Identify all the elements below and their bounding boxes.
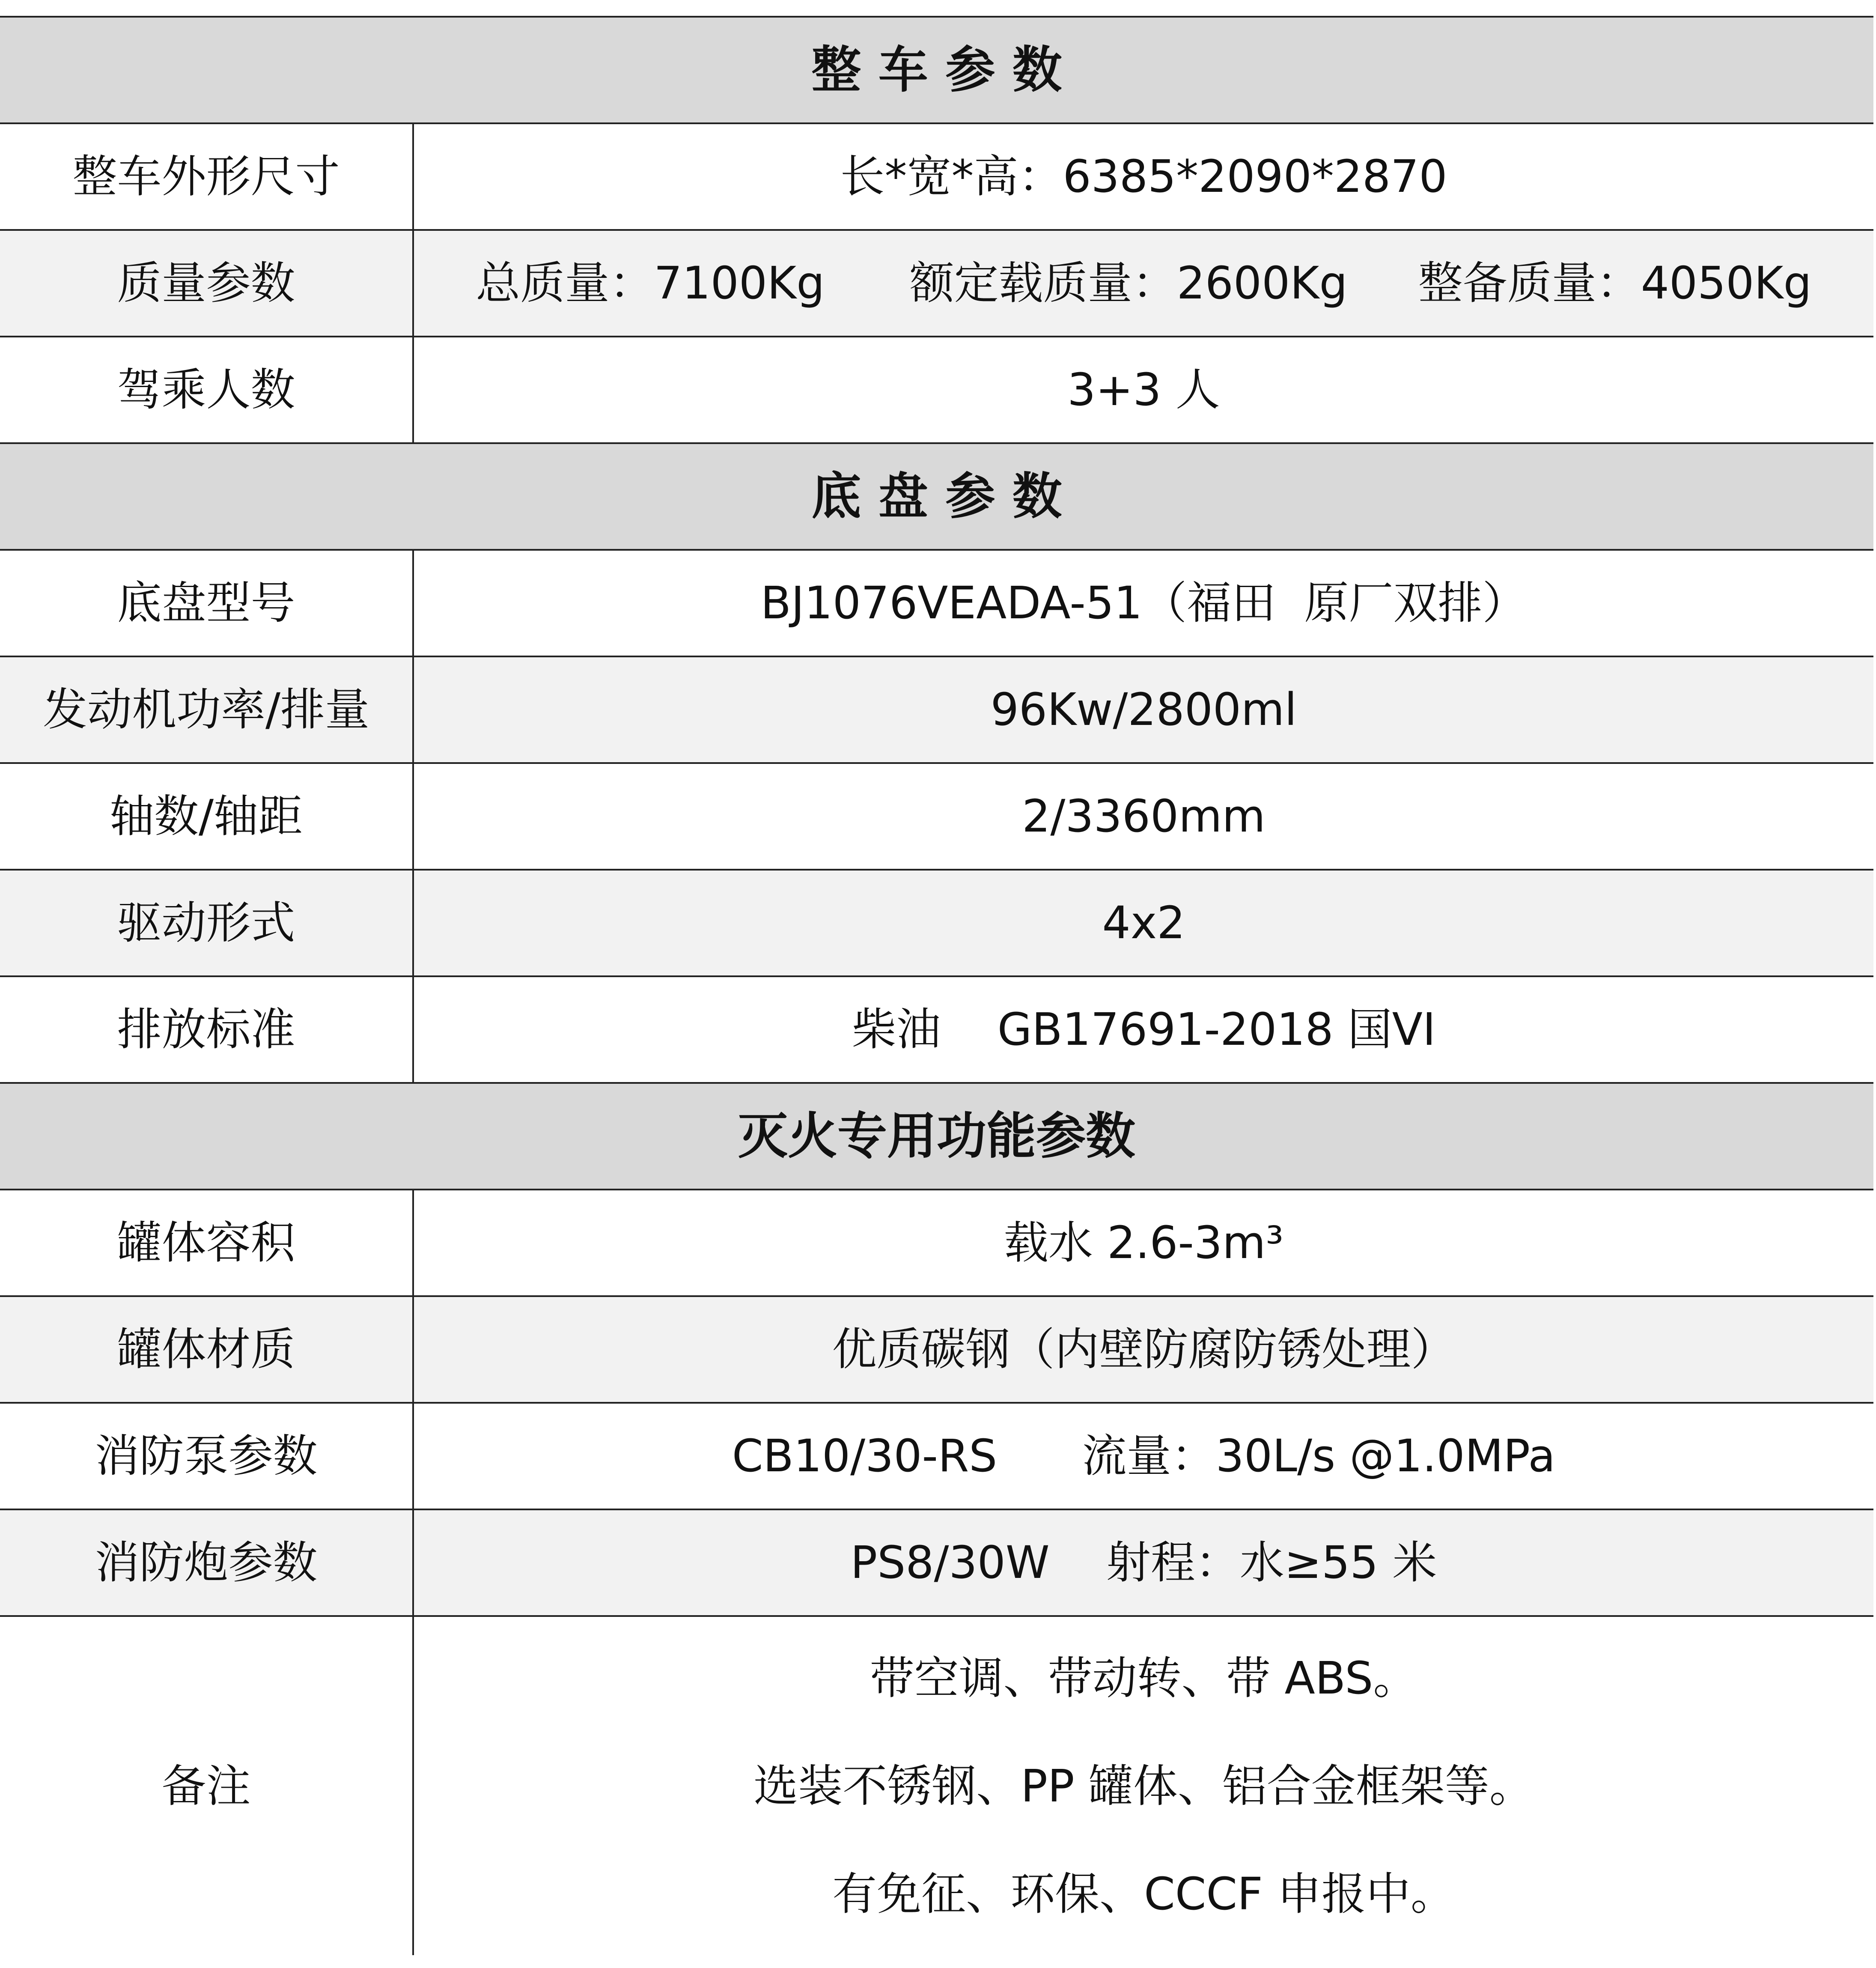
row-value-tank-material: 优质碳钢（内壁防腐防锈处理） [413,1296,1873,1403]
table-row-tank-material [0,1296,1873,1403]
row-label-occupants: 驾乘人数 [0,337,413,443]
row-value-notes [413,1616,1873,1955]
section-title-chassis: 底 盘 参 数 [0,443,1873,550]
row-label-drive: 驱动形式 [0,870,413,976]
row-label-pump: 消防泵参数 [0,1403,413,1509]
note-line-2: 选装不锈钢、PP 罐体、铝合金框架等。 [753,1760,1534,1812]
row-label-monitor: 消防炮参数 [0,1509,413,1616]
row-value-engine: 96Kw/2800ml [413,656,1873,763]
row-label-chassis-model: 底盘型号 [0,550,413,656]
row-value-mass: 总质量：7100Kg 额定载质量：2600Kg 整备质量：4050Kg [413,230,1873,337]
row-label-notes: 备注 [0,1616,413,1955]
row-value-monitor: PS8/30W 射程：水≥55 米 [413,1509,1873,1616]
row-value-axles: 2/3360mm [413,763,1873,870]
row-label-axles: 轴数/轴距 [0,763,413,870]
note-line-3: 有免征、环保、CCCF 申报中。 [832,1868,1455,1920]
row-label-tank-material: 罐体材质 [0,1296,413,1403]
table-row-drive [0,870,1873,976]
table-row-notes [0,1616,1873,1955]
row-value-drive: 4x2 [413,870,1873,976]
row-value-pump: CB10/30-RS 流量：30L/s @1.0MPa [413,1403,1873,1509]
row-value-dimensions: 长*宽*高：6385*2090*2870 [413,123,1873,230]
row-label-tank-volume: 罐体容积 [0,1190,413,1296]
table-row-chassis-model [0,550,1873,656]
table-row-occupants [0,337,1873,443]
row-value-emission: 柴油 GB17691-2018 国VI [413,976,1873,1083]
table-row-emission [0,976,1873,1083]
table-row-mass [0,230,1873,337]
table-row-pump [0,1403,1873,1509]
note-line-1: 带空调、带动转、带 ABS。 [870,1652,1418,1704]
row-label-engine: 发动机功率/排量 [0,656,413,763]
spec-table [0,16,1873,1955]
table-row-engine [0,656,1873,763]
table-row-axles [0,763,1873,870]
row-value-occupants: 3+3 人 [413,337,1873,443]
table-row-dimensions [0,123,1873,230]
row-label-emission: 排放标准 [0,976,413,1083]
section-title-firefighting: 灭火专用功能参数 [0,1083,1873,1190]
table-row-monitor [0,1509,1873,1616]
row-value-tank-volume: 载水 2.6-3m³ [413,1190,1873,1296]
section-header-vehicle [0,17,1873,123]
table-row-tank-volume [0,1190,1873,1296]
row-value-chassis-model: BJ1076VEADA-51（福田 原厂双排） [413,550,1873,656]
row-label-mass: 质量参数 [0,230,413,337]
section-header-firefighting [0,1083,1873,1190]
section-title-vehicle: 整 车 参 数 [0,17,1873,123]
row-label-dimensions: 整车外形尺寸 [0,123,413,230]
section-header-chassis [0,443,1873,550]
